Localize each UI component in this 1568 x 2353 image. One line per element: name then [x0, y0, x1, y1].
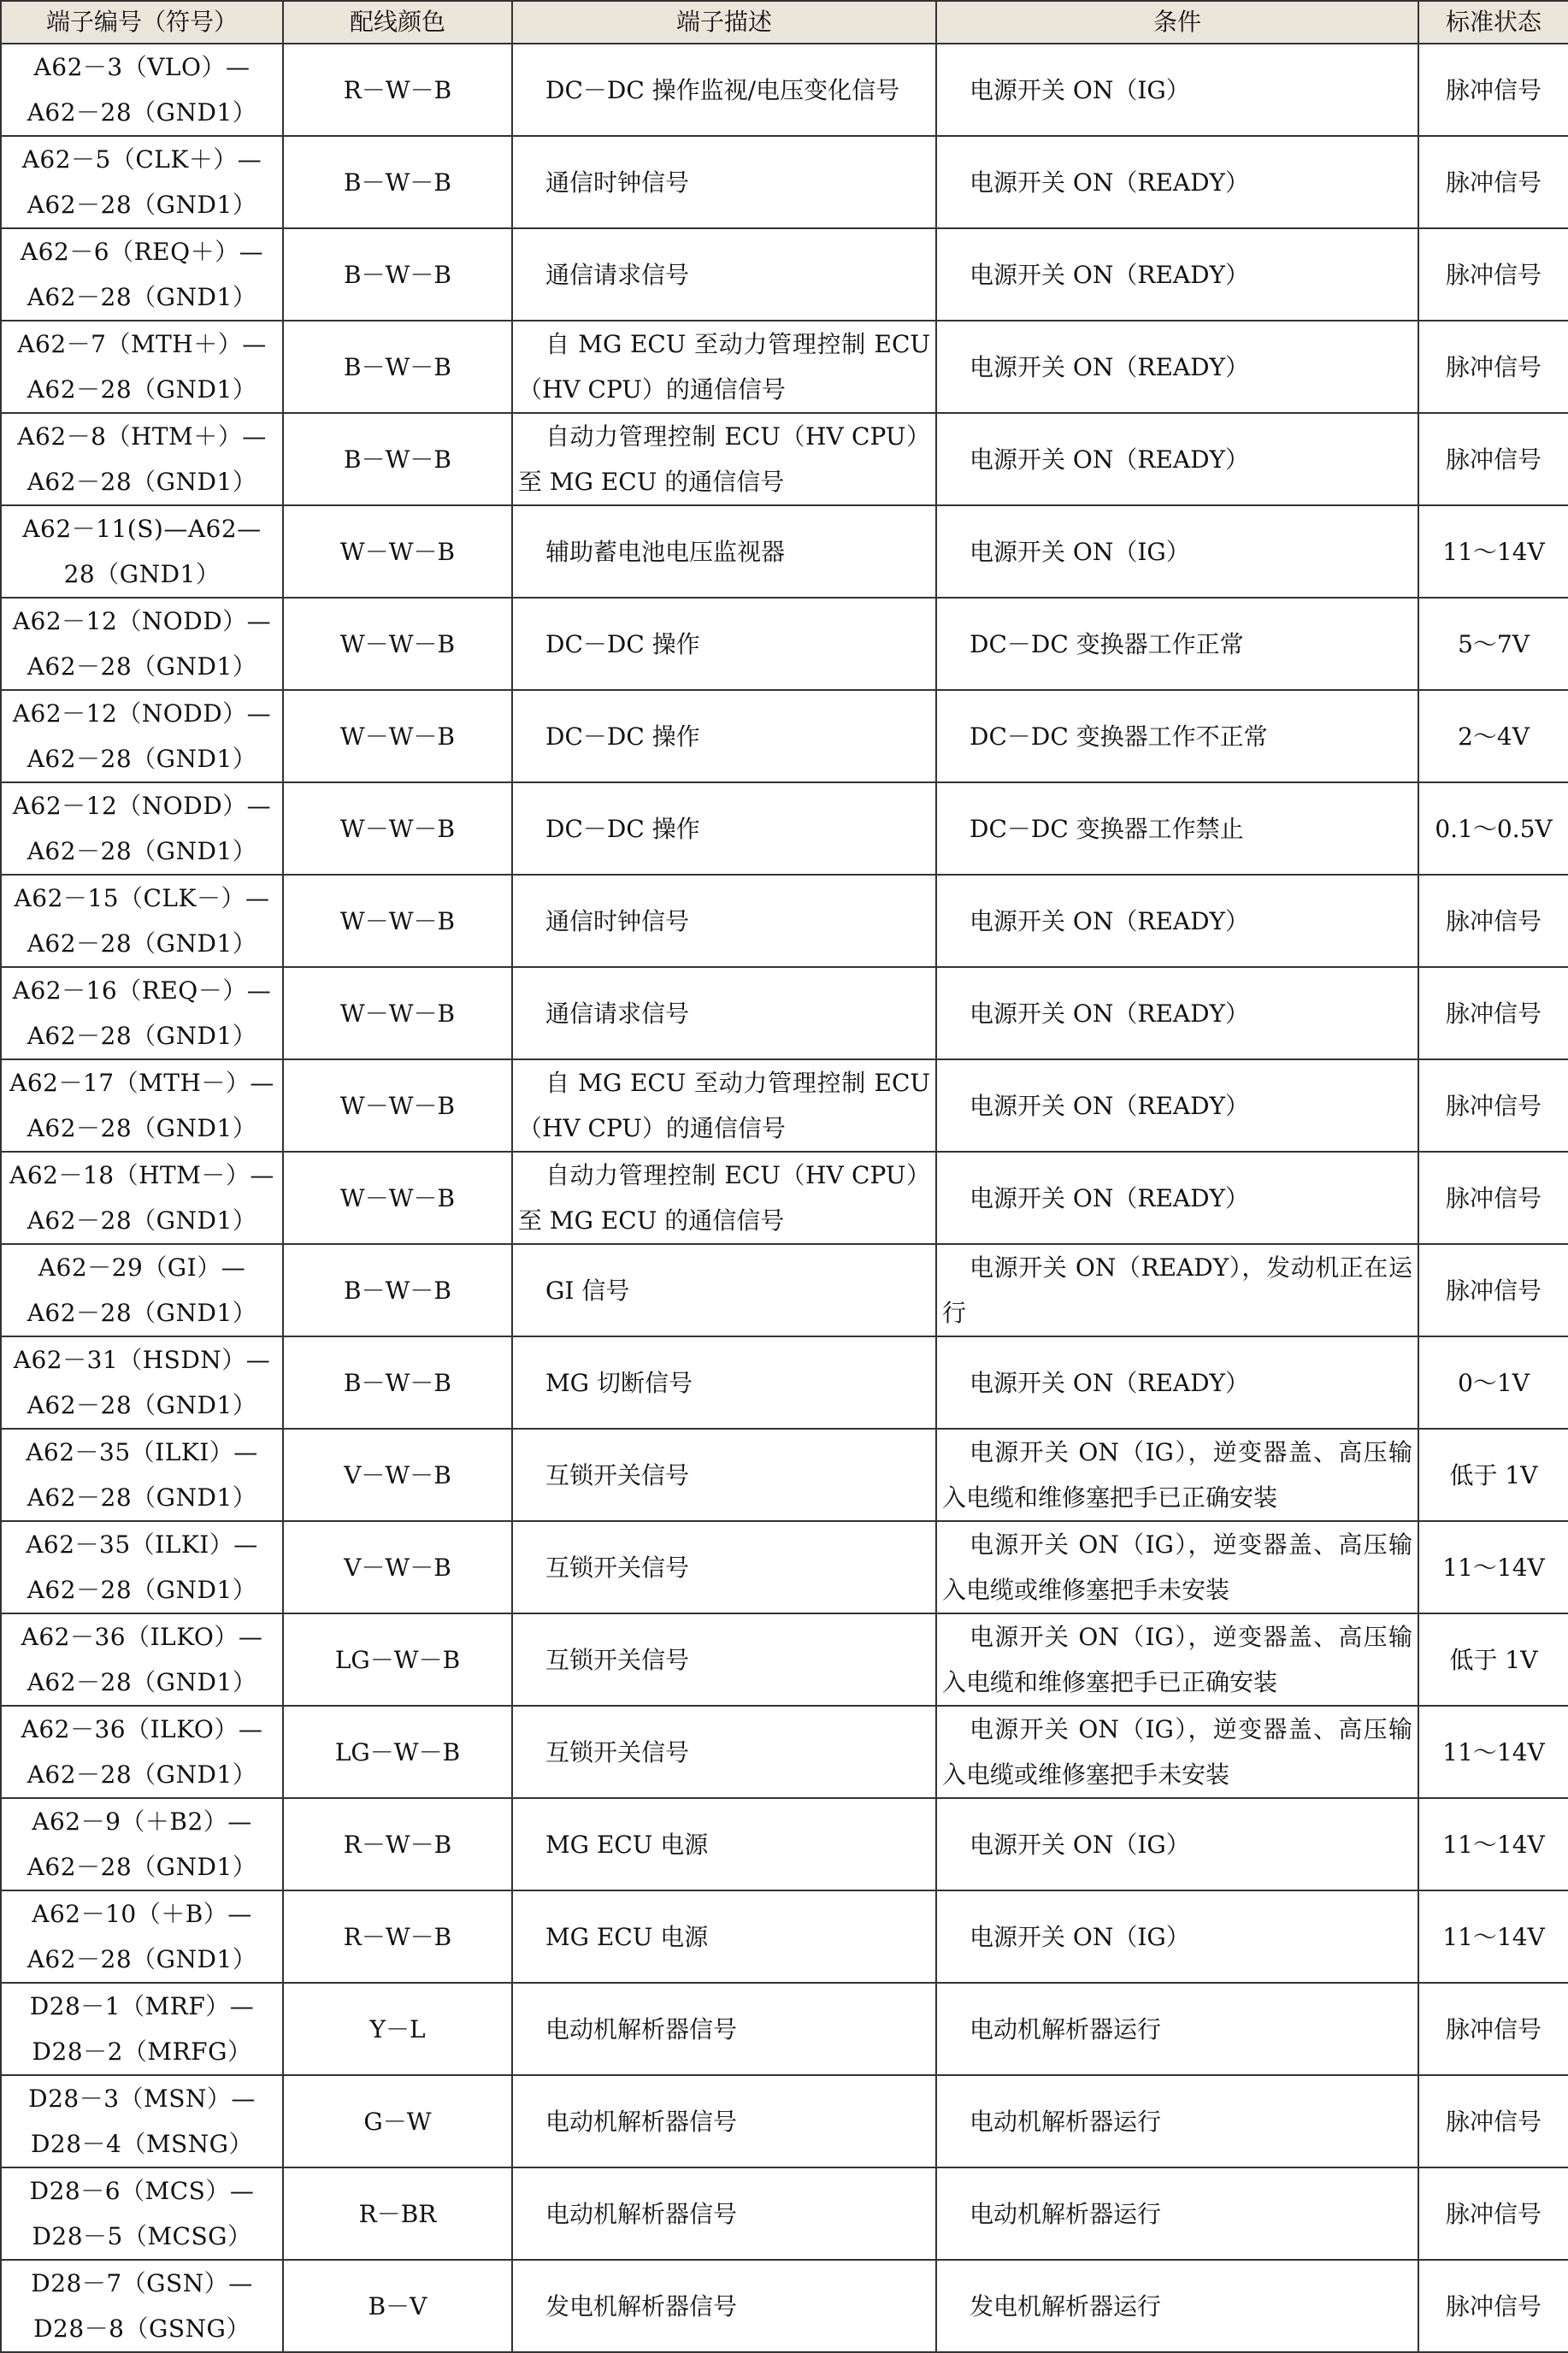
- table-row: [1, 228, 1568, 321]
- condition-cell: 电源开关 ON（READY）: [936, 413, 1418, 505]
- terminal-cell: D28－1（MRF）— D28－2（MRFG）: [1, 1983, 283, 2075]
- wire-color-cell: LG－W－B: [283, 1613, 512, 1706]
- table-row: [1, 1613, 1568, 1706]
- standard-state-cell: 11～14V: [1418, 1521, 1568, 1613]
- terminal-cell: A62－12（NODD）— A62－28（GND1）: [1, 690, 283, 782]
- description-cell: MG 切断信号: [512, 1336, 936, 1429]
- wire-color-cell: B－W－B: [283, 321, 512, 413]
- condition-cell: 电源开关 ON（READY）: [936, 228, 1418, 321]
- table-row: [1, 1798, 1568, 1890]
- table-row: [1, 321, 1568, 413]
- description-cell: DC－DC 操作: [512, 782, 936, 875]
- wire-color-cell: W－W－B: [283, 782, 512, 875]
- wire-color-cell: W－W－B: [283, 875, 512, 967]
- header-condition: 条件: [936, 1, 1418, 44]
- standard-state-cell: 脉冲信号: [1418, 2260, 1568, 2352]
- wire-color-cell: W－W－B: [283, 690, 512, 782]
- condition-cell: 电动机解析器运行: [936, 2075, 1418, 2167]
- table-row: [1, 875, 1568, 967]
- terminal-cell: A62－36（ILKO）— A62－28（GND1）: [1, 1613, 283, 1706]
- wire-color-cell: B－W－B: [283, 136, 512, 228]
- standard-state-cell: 脉冲信号: [1418, 1059, 1568, 1152]
- wire-color-cell: W－W－B: [283, 1152, 512, 1244]
- terminal-cell: A62－10（＋B）— A62－28（GND1）: [1, 1890, 283, 1983]
- standard-state-cell: 11～14V: [1418, 1706, 1568, 1798]
- condition-cell: 电动机解析器运行: [936, 2167, 1418, 2260]
- condition-cell: 电源开关 ON（READY）: [936, 136, 1418, 228]
- standard-state-cell: 11～14V: [1418, 1798, 1568, 1890]
- wire-color-cell: B－W－B: [283, 228, 512, 321]
- wire-color-cell: Y－L: [283, 1983, 512, 2075]
- terminal-cell: A62－6（REQ＋）— A62－28（GND1）: [1, 228, 283, 321]
- terminal-cell: A62－3（VLO）— A62－28（GND1）: [1, 44, 283, 136]
- description-cell: 互锁开关信号: [512, 1613, 936, 1706]
- description-cell: 自 MG ECU 至动力管理控制 ECU（HV CPU）的通信信号: [512, 1059, 936, 1152]
- standard-state-cell: 脉冲信号: [1418, 967, 1568, 1059]
- description-cell: 通信时钟信号: [512, 875, 936, 967]
- wire-color-cell: R－W－B: [283, 44, 512, 136]
- terminal-cell: A62－8（HTM＋）— A62－28（GND1）: [1, 413, 283, 505]
- description-cell: 电动机解析器信号: [512, 2075, 936, 2167]
- description-cell: 自动力管理控制 ECU（HV CPU）至 MG ECU 的通信信号: [512, 413, 936, 505]
- condition-cell: 电源开关 ON（READY）: [936, 1152, 1418, 1244]
- condition-cell: 电源开关 ON（IG）: [936, 44, 1418, 136]
- table-row: [1, 505, 1568, 598]
- terminal-cell: A62－31（HSDN）— A62－28（GND1）: [1, 1336, 283, 1429]
- description-cell: DC－DC 操作监视/电压变化信号: [512, 44, 936, 136]
- table-row: [1, 1890, 1568, 1983]
- table-row: [1, 598, 1568, 690]
- condition-cell: 电源开关 ON（READY）: [936, 1336, 1418, 1429]
- terminal-cell: A62－29（GI）— A62－28（GND1）: [1, 1244, 283, 1336]
- condition-cell: 电源开关 ON（READY），发动机正在运行: [936, 1244, 1418, 1336]
- wire-color-cell: W－W－B: [283, 505, 512, 598]
- terminal-cell: A62－35（ILKI）— A62－28（GND1）: [1, 1429, 283, 1521]
- header-row: [1, 1, 1568, 44]
- table-row: [1, 1983, 1568, 2075]
- wire-color-cell: R－W－B: [283, 1798, 512, 1890]
- table-row: [1, 2167, 1568, 2260]
- description-cell: MG ECU 电源: [512, 1890, 936, 1983]
- description-cell: DC－DC 操作: [512, 690, 936, 782]
- terminal-cell: A62－36（ILKO）— A62－28（GND1）: [1, 1706, 283, 1798]
- terminal-cell: A62－12（NODD）— A62－28（GND1）: [1, 598, 283, 690]
- wire-color-cell: W－W－B: [283, 1059, 512, 1152]
- condition-cell: 电源开关 ON（IG），逆变器盖、高压输入电缆和维修塞把手已正确安装: [936, 1613, 1418, 1706]
- terminal-cell: A62－35（ILKI）— A62－28（GND1）: [1, 1521, 283, 1613]
- terminal-cell: A62－15（CLK－）— A62－28（GND1）: [1, 875, 283, 967]
- table-row: [1, 782, 1568, 875]
- standard-state-cell: 0～1V: [1418, 1336, 1568, 1429]
- standard-state-cell: 低于 1V: [1418, 1429, 1568, 1521]
- table-header: [1, 1, 1568, 44]
- table-row: [1, 44, 1568, 136]
- terminal-cell: D28－3（MSN）— D28－4（MSNG）: [1, 2075, 283, 2167]
- description-cell: GI 信号: [512, 1244, 936, 1336]
- wire-color-cell: B－W－B: [283, 1336, 512, 1429]
- description-cell: 互锁开关信号: [512, 1429, 936, 1521]
- table-row: [1, 967, 1568, 1059]
- wire-color-cell: W－W－B: [283, 967, 512, 1059]
- condition-cell: 电源开关 ON（IG），逆变器盖、高压输入电缆或维修塞把手未安装: [936, 1521, 1418, 1613]
- standard-state-cell: 2～4V: [1418, 690, 1568, 782]
- table-row: [1, 2075, 1568, 2167]
- condition-cell: 电源开关 ON（READY）: [936, 967, 1418, 1059]
- header-description: 端子描述: [512, 1, 936, 44]
- standard-state-cell: 脉冲信号: [1418, 1244, 1568, 1336]
- description-cell: 电动机解析器信号: [512, 2167, 936, 2260]
- description-cell: 通信请求信号: [512, 228, 936, 321]
- description-cell: 自 MG ECU 至动力管理控制 ECU（HV CPU）的通信信号: [512, 321, 936, 413]
- table-row: [1, 1521, 1568, 1613]
- standard-state-cell: 脉冲信号: [1418, 136, 1568, 228]
- wire-color-cell: R－W－B: [283, 1890, 512, 1983]
- condition-cell: 电源开关 ON（IG），逆变器盖、高压输入电缆或维修塞把手未安装: [936, 1706, 1418, 1798]
- condition-cell: 电源开关 ON（IG）: [936, 505, 1418, 598]
- wire-color-cell: B－W－B: [283, 413, 512, 505]
- standard-state-cell: 脉冲信号: [1418, 2075, 1568, 2167]
- condition-cell: 电源开关 ON（READY）: [936, 1059, 1418, 1152]
- description-cell: 互锁开关信号: [512, 1706, 936, 1798]
- description-cell: MG ECU 电源: [512, 1798, 936, 1890]
- table-row: [1, 1336, 1568, 1429]
- standard-state-cell: 脉冲信号: [1418, 1983, 1568, 2075]
- terminal-cell: A62－7（MTH＋）— A62－28（GND1）: [1, 321, 283, 413]
- description-cell: 电动机解析器信号: [512, 1983, 936, 2075]
- table-row: [1, 413, 1568, 505]
- condition-cell: DC－DC 变换器工作禁止: [936, 782, 1418, 875]
- description-cell: 通信时钟信号: [512, 136, 936, 228]
- standard-state-cell: 脉冲信号: [1418, 875, 1568, 967]
- condition-cell: 电源开关 ON（IG）: [936, 1890, 1418, 1983]
- wire-color-cell: B－W－B: [283, 1244, 512, 1336]
- terminal-cell: A62－5（CLK＋）— A62－28（GND1）: [1, 136, 283, 228]
- wire-color-cell: G－W: [283, 2075, 512, 2167]
- condition-cell: 电源开关 ON（IG）: [936, 1798, 1418, 1890]
- standard-state-cell: 脉冲信号: [1418, 2167, 1568, 2260]
- condition-cell: DC－DC 变换器工作正常: [936, 598, 1418, 690]
- terminal-cell: A62－18（HTM－）— A62－28（GND1）: [1, 1152, 283, 1244]
- standard-state-cell: 0.1～0.5V: [1418, 782, 1568, 875]
- description-cell: 辅助蓄电池电压监视器: [512, 505, 936, 598]
- header-terminal: 端子编号（符号）: [1, 1, 283, 44]
- wire-color-cell: LG－W－B: [283, 1706, 512, 1798]
- condition-cell: 电源开关 ON（READY）: [936, 321, 1418, 413]
- terminal-cell: A62－12（NODD）— A62－28（GND1）: [1, 782, 283, 875]
- standard-state-cell: 脉冲信号: [1418, 1152, 1568, 1244]
- table-row: [1, 1152, 1568, 1244]
- standard-state-cell: 5～7V: [1418, 598, 1568, 690]
- wire-color-cell: B－V: [283, 2260, 512, 2352]
- table-row: [1, 1244, 1568, 1336]
- condition-cell: DC－DC 变换器工作不正常: [936, 690, 1418, 782]
- standard-state-cell: 脉冲信号: [1418, 321, 1568, 413]
- table-row: [1, 690, 1568, 782]
- terminal-cell: A62－16（REQ－）— A62－28（GND1）: [1, 967, 283, 1059]
- standard-state-cell: 11～14V: [1418, 1890, 1568, 1983]
- condition-cell: 电源开关 ON（IG），逆变器盖、高压输入电缆和维修塞把手已正确安装: [936, 1429, 1418, 1521]
- terminal-cell: A62－17（MTH－）— A62－28（GND1）: [1, 1059, 283, 1152]
- standard-state-cell: 11～14V: [1418, 505, 1568, 598]
- wire-color-cell: R－BR: [283, 2167, 512, 2260]
- wire-color-cell: V－W－B: [283, 1429, 512, 1521]
- table-body: [1, 44, 1568, 2352]
- terminal-cell: A62－9（＋B2）— A62－28（GND1）: [1, 1798, 283, 1890]
- description-cell: 通信请求信号: [512, 967, 936, 1059]
- description-cell: 自动力管理控制 ECU（HV CPU）至 MG ECU 的通信信号: [512, 1152, 936, 1244]
- standard-state-cell: 脉冲信号: [1418, 413, 1568, 505]
- condition-cell: 电源开关 ON（READY）: [936, 875, 1418, 967]
- standard-state-cell: 低于 1V: [1418, 1613, 1568, 1706]
- table-row: [1, 1706, 1568, 1798]
- standard-state-cell: 脉冲信号: [1418, 44, 1568, 136]
- header-wire-color: 配线颜色: [283, 1, 512, 44]
- standard-state-cell: 脉冲信号: [1418, 228, 1568, 321]
- terminal-cell: A62－11(S)—A62— 28（GND1）: [1, 505, 283, 598]
- table-row: [1, 1429, 1568, 1521]
- table-row: [1, 136, 1568, 228]
- terminal-cell: D28－6（MCS）— D28－5（MCSG）: [1, 2167, 283, 2260]
- wire-color-cell: V－W－B: [283, 1521, 512, 1613]
- condition-cell: 电动机解析器运行: [936, 1983, 1418, 2075]
- wire-color-cell: W－W－B: [283, 598, 512, 690]
- description-cell: 互锁开关信号: [512, 1521, 936, 1613]
- header-standard-state: 标准状态: [1418, 1, 1568, 44]
- table-row: [1, 2260, 1568, 2352]
- description-cell: DC－DC 操作: [512, 598, 936, 690]
- description-cell: 发电机解析器信号: [512, 2260, 936, 2352]
- terminal-cell: D28－7（GSN）— D28－8（GSNG）: [1, 2260, 283, 2352]
- table-row: [1, 1059, 1568, 1152]
- condition-cell: 发电机解析器运行: [936, 2260, 1418, 2352]
